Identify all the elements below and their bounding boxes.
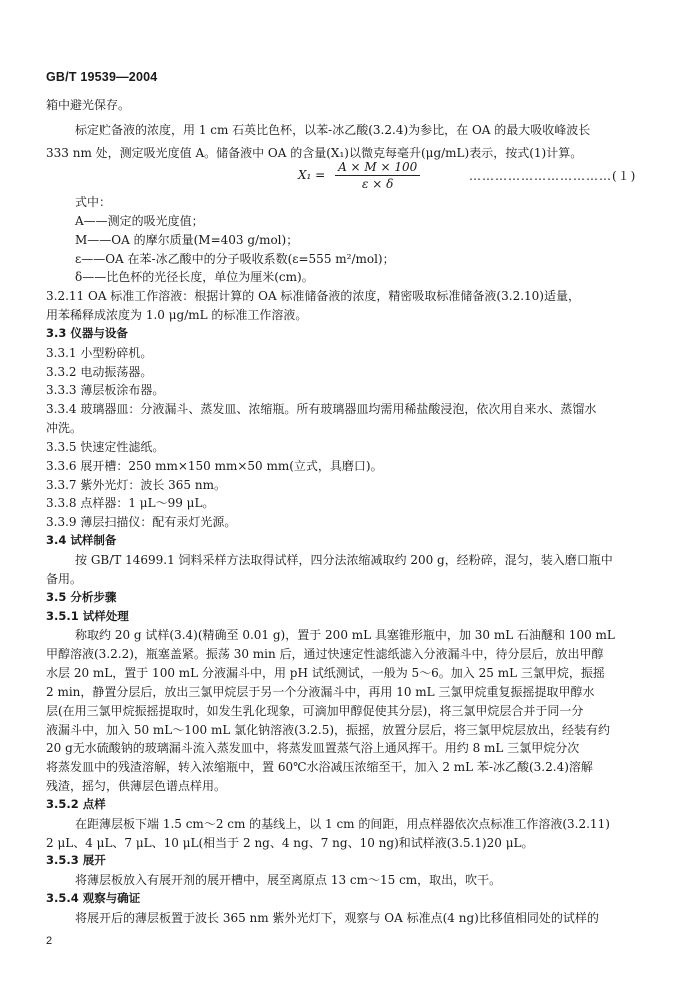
text-line: 层(在用三氯甲烷振摇提取时，如发生乳化现象，可滴加甲醇促使其分层)，将三氯甲烷层合并于同一分 <box>46 704 584 718</box>
formula-fraction <box>335 161 420 190</box>
equation-1 <box>298 161 420 190</box>
text-line: 液漏斗中，加入 50 mL～100 mL 氯化钠溶液(3.2.5)，振摇，放置分层后，将三氯甲烷层放出，经装有约 <box>46 723 611 737</box>
clause-3-3-3: 3.3.3 薄层板涂布器。 <box>46 383 165 397</box>
clause-3-3-4: 3.3.4 玻璃器皿：分液漏斗、蒸发皿、浓缩瓶。所有玻璃器皿均需用稀盐酸浸泡，依次用自来水、蒸馏水 <box>46 402 597 416</box>
clause-3-3-2: 3.3.2 电动振荡器。 <box>46 365 153 379</box>
text-line: 将展开后的薄层板置于波长 365 nm 紫外光灯下，观察与 OA 标准点(4 ng)比移值相同处的试样的 <box>75 911 599 925</box>
text-line: 2 min，静置分层后，放出三氯甲烷层于另一个分液漏斗中，再用 10 mL 三氯甲烷重复振摇提取甲醇水 <box>46 685 595 699</box>
text-line: 称取约 20 g 试样(3.4)(精确至 0.01 g)，置于 200 mL 具塞锥形瓶中，加 30 mL 石油醚和 100 mL <box>75 628 615 642</box>
page-number: 2 <box>46 935 53 947</box>
subsection-heading-3-5-4: 3.5.4 观察与确证 <box>46 891 141 905</box>
text-line: 用苯稀释成浓度为 1.0 μg/mL 的标准工作溶液。 <box>46 308 308 322</box>
variable-definition: δ——比色杯的光径长度，单位为厘米(cm)。 <box>75 270 314 284</box>
section-heading-3-5: 3.5 分析步骤 <box>46 590 117 604</box>
text-line: 冲洗。 <box>46 421 83 435</box>
section-heading-3-3: 3.3 仪器与设备 <box>46 326 128 340</box>
standard-code-header: GB/T 19539—2004 <box>46 70 158 84</box>
clause-3-3-1: 3.3.1 小型粉碎机。 <box>46 346 153 360</box>
variable-definition: ε——OA 在苯-冰乙酸中的分子吸收系数(ε=555 m²/mol)； <box>75 252 395 266</box>
text-line: 333 nm 处，测定吸光度值 A。储备液中 OA 的含量(X₁)以微克每毫升(μg/mL)表示，按式(1)计算。 <box>46 146 583 160</box>
text-line: 2 μL、4 μL、7 μL、10 μL(相当于 2 ng、4 ng、7 ng、10 ng)和试样液(3.5.1)20 μL。 <box>46 836 534 850</box>
formula-lhs: X₁ = <box>298 168 326 182</box>
clause-3-3-9: 3.3.9 薄层扫描仪：配有汞灯光源。 <box>46 515 237 529</box>
section-heading-3-4: 3.4 试样制备 <box>46 533 117 547</box>
text-line: 20 g无水硫酸钠的玻璃漏斗流入蒸发皿中，将蒸发皿置蒸气浴上通风挥干。用约 8 mL 三氯甲烷分次 <box>46 741 580 755</box>
clause-3-3-7: 3.3.7 紫外光灯：波长 365 nm。 <box>46 478 226 492</box>
subsection-heading-3-5-1: 3.5.1 试样处理 <box>46 609 129 623</box>
clause-3-3-5: 3.3.5 快速定性滤纸。 <box>46 440 165 454</box>
text-line: 在距薄层板下端 1.5 cm～2 cm 的基线上，以 1 cm 的间距，用点样器依次点标准工作溶液(3.2.11) <box>75 817 610 831</box>
variable-definition: A——测定的吸光度值； <box>75 214 204 228</box>
clause-3-3-6: 3.3.6 展开槽：250 mm×150 mm×50 mm(立式，具磨口)。 <box>46 459 383 473</box>
formula-denominator: ε × δ <box>362 177 394 191</box>
clause-3-2-11: 3.2.11 OA 标准工作溶液：根据计算的 OA 标准储备液的浓度，精密吸取标准储备液(3.2.10)适量， <box>46 289 580 303</box>
formula-numerator: A × M × 100 <box>335 161 420 176</box>
where-label: 式中： <box>75 195 112 209</box>
equation-number: ……………………………(１) <box>469 169 637 183</box>
text-line: 按 GB/T 14699.1 饲料采样方法取得试样，四分法浓缩减取约 200 g，经粉碎，混匀，装入磨口瓶中 <box>75 553 613 567</box>
text-line: 将蒸发皿中的残渣溶解，转入浓缩瓶中，置 60℃水浴减压浓缩至干，加入 2 mL 苯-冰乙酸(3.2.4)溶解 <box>46 760 593 774</box>
text-line: 甲醇溶液(3.2.2)，瓶塞盖紧。振荡 30 min 后，通过快速定性滤纸滤入分液漏斗中，待分层后，放出甲醇 <box>46 647 604 661</box>
text-line: 残渣，摇匀，供薄层色谱点样用。 <box>46 779 227 793</box>
subsection-heading-3-5-2: 3.5.2 点样 <box>46 797 106 811</box>
text-line: 箱中避光保存。 <box>46 98 131 112</box>
text-line: 标定贮备液的浓度，用 1 cm 石英比色杯，以苯-冰乙酸(3.2.4)为参比，在 OA 的最大吸收峰波长 <box>75 123 591 137</box>
text-line: 将薄层板放入有展开剂的展开槽中，展至离原点 13 cm～15 cm，取出，吹干。 <box>75 873 502 887</box>
text-line: 水层 20 mL，置于 100 mL 分液漏斗中，用 pH 试纸测试，一般为 5～6。加入 25 mL 三氯甲烷，振摇 <box>46 666 605 680</box>
variable-definition: M——OA 的摩尔质量(M=403 g/mol)； <box>75 233 299 247</box>
subsection-heading-3-5-3: 3.5.3 展开 <box>46 853 106 867</box>
clause-3-3-8: 3.3.8 点样器：1 μL～99 μL。 <box>46 496 215 510</box>
text-line: 备用。 <box>46 572 83 586</box>
